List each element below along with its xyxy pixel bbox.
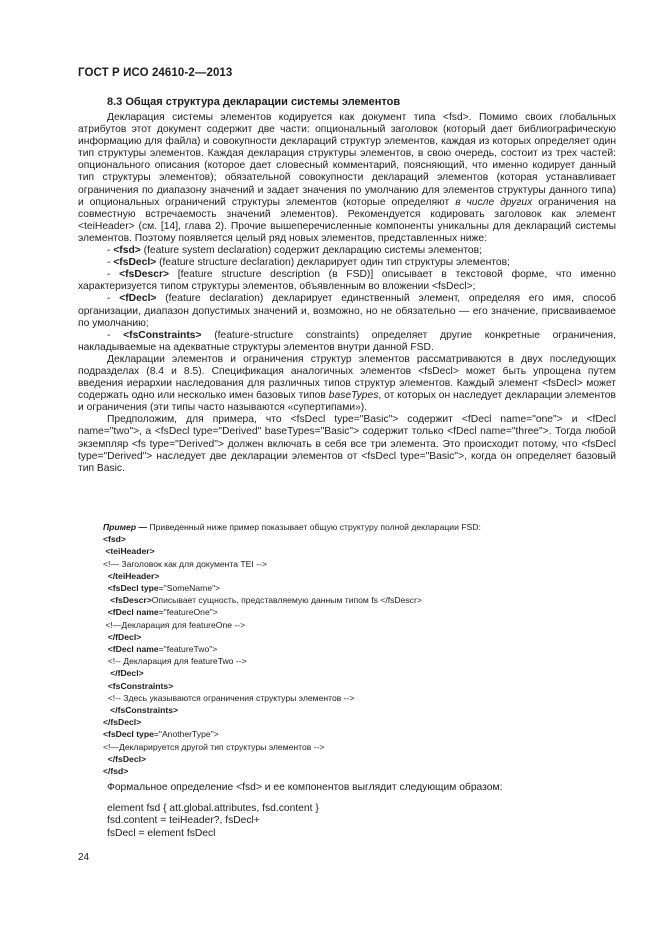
- code-tag: </fsd>: [103, 766, 129, 777]
- code-line: [103, 704, 623, 716]
- code-line: [103, 594, 623, 606]
- example-caption: [103, 521, 623, 533]
- code-text: ="SomeName">: [158, 583, 221, 594]
- italic-text: в числе других: [455, 196, 533, 208]
- list-item: [78, 245, 616, 257]
- code-tag: <fsd>: [103, 534, 126, 545]
- code-tag: <fsDescr>: [110, 595, 152, 606]
- formal-line: fsd.content = teiHeader?, fsDecl+: [107, 815, 260, 826]
- element-tag: <fDecl>: [119, 293, 157, 305]
- code-line: [103, 667, 623, 679]
- list-item: [78, 257, 616, 269]
- list-item-text: (feature system declaration) содержит декларацию системы элементов;: [140, 245, 482, 257]
- formal-definition: [107, 782, 617, 840]
- code-text: <!-- Декларация для featureTwo -->: [107, 656, 247, 667]
- list-dash: -: [107, 293, 120, 305]
- list-item: [78, 293, 616, 329]
- page-number: 24: [78, 852, 90, 863]
- code-tag: <fDecl name: [107, 607, 159, 618]
- code-tag: </fsDecl>: [103, 717, 142, 728]
- code-line: [103, 582, 623, 594]
- code-tag: </fsDecl>: [107, 753, 146, 764]
- code-line: [103, 619, 623, 631]
- code-line: [103, 643, 623, 655]
- paragraph: [78, 354, 616, 414]
- code-text: <!-- Здесь указываются ограничения структуры элементов -->: [107, 692, 355, 703]
- code-line: [103, 606, 623, 618]
- code-tag: </fDecl>: [107, 631, 142, 642]
- element-tag: <fsd>: [113, 245, 141, 257]
- element-tag: <fsDecl>: [113, 257, 157, 269]
- paragraph: [78, 112, 616, 245]
- formal-intro: Формальное определение <fsd> и ее компонентов выглядит следующим образом:: [107, 782, 503, 793]
- list-dash: -: [107, 257, 114, 269]
- code-example: [103, 521, 623, 777]
- list-item-text: (feature-structure constraints) определяет другие конкретные ограничения, накладываемые на адекватные структуры элементов внутри данной FSD.: [78, 329, 616, 353]
- paragraph-text: Декларации элементов и ограничения структур элементов рассматриваются в двух последующих подразделах (8.4 и 8.5). Спецификация аналогичных элементов <fsDecl> может быть упрощена путем введения иерархии наследования для различных типов структур элементов. Каждый элемент <fsDecl> может содержать одно или несколько имен базовых типов: [78, 353, 616, 402]
- paragraph-text: , от которых он наследует декларации элементов и ограничения (эти типы часто называются «супертипами»).: [78, 390, 616, 414]
- code-tag: <fsDecl type: [103, 729, 154, 740]
- code-line: [103, 631, 623, 643]
- code-line: [103, 741, 623, 753]
- code-line: [103, 753, 623, 765]
- code-line: [103, 728, 623, 740]
- code-tag: </fsConstraints>: [110, 705, 178, 716]
- code-tag: <teiHeader>: [105, 546, 155, 557]
- code-line: [103, 765, 623, 777]
- code-text: Описывает сущность, представляемую данным типом fs </fsDescr>: [151, 595, 422, 606]
- code-line: [103, 558, 623, 570]
- list-dash: -: [107, 269, 120, 281]
- code-line: [103, 716, 623, 728]
- code-tag: </fDecl>: [110, 668, 144, 679]
- formal-line: element fsd { att.global.attributes, fsd.content }: [107, 802, 319, 814]
- code-line: [103, 533, 623, 545]
- formal-line: fsDecl = element fsDecl: [107, 827, 216, 839]
- code-text: <!—Декларируется другой тип структуры элементов -->: [103, 741, 325, 752]
- code-text: ="featureTwo">: [158, 644, 218, 655]
- italic-text: baseTypes: [328, 390, 379, 402]
- code-line: [103, 655, 623, 667]
- list-item: [78, 330, 616, 354]
- example-caption-text: Приведенный ниже пример показывает общую структуру полной декларации FSD:: [147, 522, 481, 532]
- code-text: ="AnotherType">: [153, 729, 219, 740]
- list-item-text: (feature declaration) декларирует единственный элемент, определяя его имя, способ организации, диапазон допустимых значений и, возможно, но не обязательно — его значение, присваиваемое по умолчанию;: [78, 293, 616, 329]
- paragraph-text: ограничения на совместную встречаемость значений элементов). Рекомендуется кодировать заголовок как элемент <teiHeader> (см. [14], глава 2). Прочие вышеперечисленные компоненты уникальны для деклараций системы элементов. Поэтому появляется целый ряд новых элементов, представленных ниже:: [78, 196, 616, 244]
- paragraph: Предположим, для примера, что <fsDecl type="Basic"> содержит <fDecl name="one"> и <fDecl name="two">, а <fsDecl type="Derived" baseTypes="Basic"> содержит только <fDecl name="three">. Тогда любой экземпляр <fs type="Derived"> должен включать в себя все три элемента. Это происходит потому, что <fsDecl type="Derived"> наследует две декларации элементов от <fsDecl type="Basic">, когда он определяет базовый тип Basic.: [78, 414, 616, 474]
- code-text: <!—Декларация для featureOne -->: [105, 619, 246, 630]
- code-text: <!— Заголовок как для документа TEI -->: [103, 558, 267, 569]
- example-label: Пример —: [103, 522, 148, 532]
- section-title: 8.3 Общая структура декларации системы элементов: [107, 96, 401, 108]
- code-tag: <fDecl name: [107, 644, 159, 655]
- code-tag: <fsConstraints>: [107, 680, 174, 691]
- example-lines: [103, 533, 623, 777]
- document-header: ГОСТ Р ИСО 24610-2—2013: [78, 67, 233, 79]
- code-line: [103, 692, 623, 704]
- list-item-text: [feature structure description (в FSD)] описывает в текстовой форме, что именно характеризуется типом структуры элементов, объявленным во вложении <fsDecl>;: [78, 269, 616, 293]
- body-text: [78, 112, 616, 475]
- paragraph-text: Декларация системы элементов кодируется как документ типа <fsd>. Помимо своих глобальных атрибутов этот документ содержит две части: опциональный заголовок (который дает библиографическую информацию для файла) и совокупности деклараций структур элементов, каждая из которых определяет один тип структуры элементов. Каждая декларация структуры элементов, в свою очередь, состоит из трех частей: опционального описания (которое дает словесный комментарий, поясняющий, что именно кодирует данный тип структуры элементов); обязательной совокупности деклараций элементов (которая устанавливает ограничения по диапазону значений и задает значения по умолчанию для элементов структуры данного типа) и опциональных ограничений структуры элементов (которые определяют: [78, 112, 616, 208]
- code-tag: <fsDecl type: [107, 583, 159, 594]
- element-tag: <fsDescr>: [119, 269, 169, 281]
- code-text: ="featureOne">: [158, 607, 218, 618]
- code-line: [103, 680, 623, 692]
- code-line: [103, 570, 623, 582]
- code-line: [103, 545, 623, 557]
- list-item-text: (feature structure declaration) декларирует один тип структуры элементов;: [156, 257, 510, 269]
- element-tag: <fsConstraints>: [123, 329, 202, 341]
- list-dash: -: [107, 329, 124, 341]
- code-tag: </teiHeader>: [107, 570, 160, 581]
- list-item: [78, 269, 616, 293]
- list-dash: -: [107, 245, 114, 257]
